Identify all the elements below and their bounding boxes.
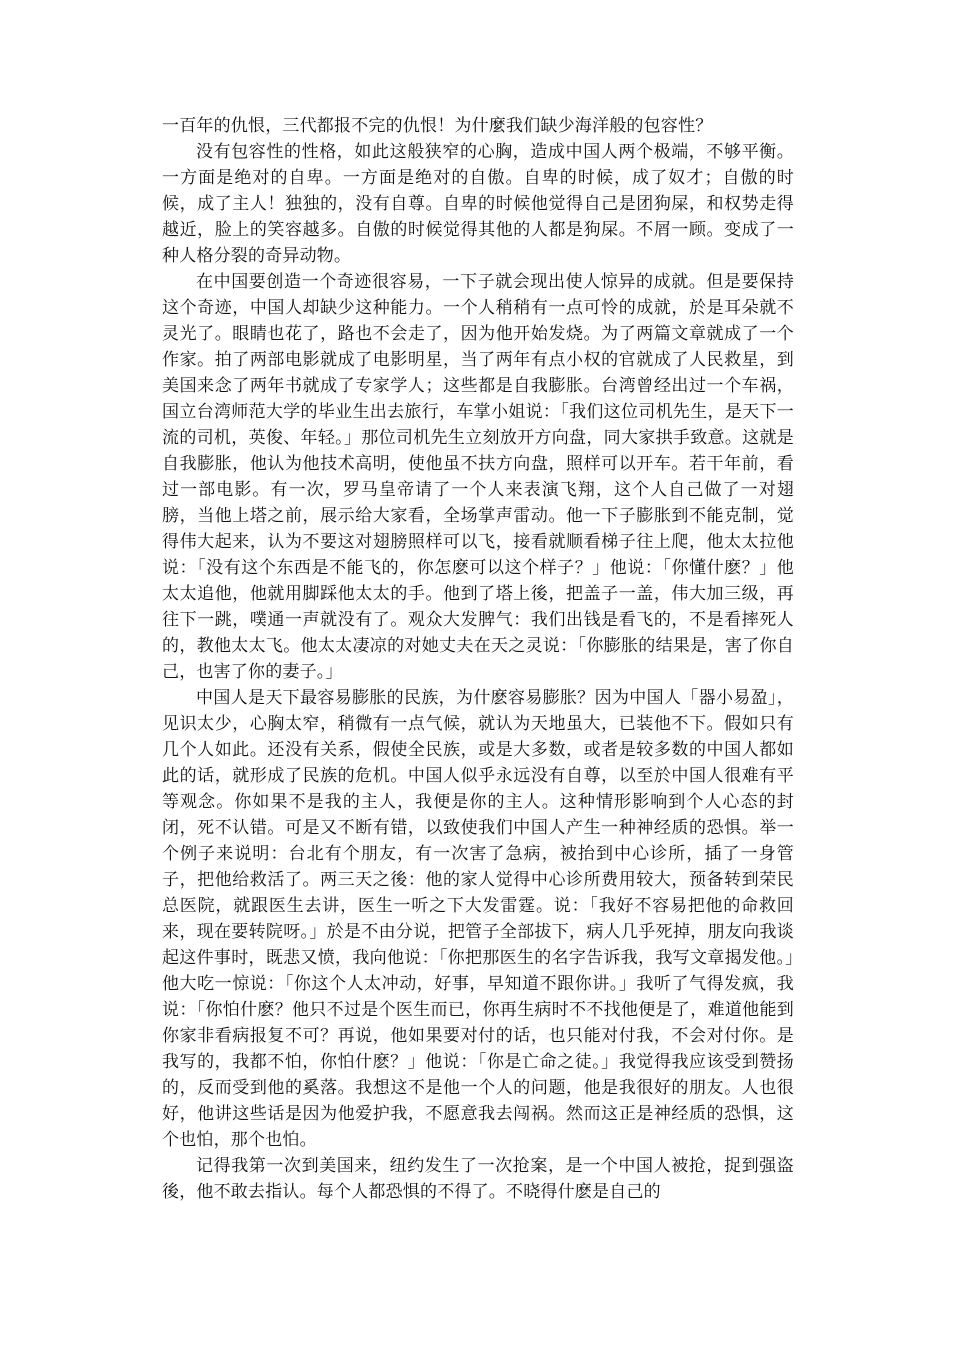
paragraph-4: 中国人是天下最容易膨胀的民族，为什麽容易膨胀？因为中国人「器小易盈」，见识太少，心胸太窄，稍微有一点气候，就认为天地虽大，已装他不下。假如只有几个人如此。还没有关系，假使全民族，或是大多数，或者是较多数的中国人都如此的话，就形成了民族的危机。中国人似乎永远没有自尊，以至於中国人很难有平等观念。你如果不是我的主人，我便是你的主人。这种情形影响到个人心态的封闭，死不认错。可是又不断有错，以致使我们中国人产生一种神经质的恐惧。举一个例子来说明：台北有个朋友，有一次害了急病，被抬到中心诊所，插了一身管子，把他给救活了。两三天之後：他的家人觉得中心诊所费用较大，预备转到荣民总医院，就跟医生去讲，医生一听之下大发雷霆。说：「我好不容易把他的命救回来，现在要转院呀。」於是不由分说，把管子全部拔下，病人几乎死掉，朋友向我谈起这件事时，既悲又愤，我向他说：「你把那医生的名字告诉我，我写文章揭发他。」他大吃一惊说：「你这个人太冲动，好事，早知道不跟你讲。」我听了气得发疯，我说：「你怕什麽？他只不过是个医生而已，你再生病时不不找他便是了，难道他能到你家非看病报复不可？再说，他如果要对付的话，也只能对付我，不会对付你。是我写的，我都不怕，你怕什麽？」他说：「你是亡命之徒。」我觉得我应该受到赞扬的，反而受到他的奚落。我想这不是他一个人的问题，他是我很好的朋友。人也很好，他讲这些话是因为他爱护我，不愿意我去闯祸。然而这正是神经质的恐惧，这个也怕，那个也怕。 <box>162 688 794 1150</box>
paragraph-2: 没有包容性的性格，如此这般狭窄的心胸，造成中国人两个极端，不够平衡。一方面是绝对的自卑。一方面是绝对的自傲。自卑的时候，成了奴才；自傲的时候，成了主人！独独的，没有自尊。自卑的时候他觉得自己是团狗屎，和权势走得越近，脸上的笑容越多。自傲的时候觉得其他的人都是狗屎。不屑一顾。变成了一种人格分裂的奇异动物。 <box>162 142 794 266</box>
paragraph-3: 在中国要创造一个奇迹很容易，一下子就会现出使人惊异的成就。但是要保持这个奇迹，中国人却缺少这种能力。一个人稍稍有一点可怜的成就，於是耳朵就不灵光了。眼睛也花了，路也不会走了，因为他开始发烧。为了两篇文章就成了一个作家。拍了两部电影就成了电影明星，当了两年有点小权的官就成了人民救星，到美国来念了两年书就成了专家学人；这些都是自我膨胀。台湾曾经出过一个车祸，国立台湾师范大学的毕业生出去旅行，车掌小姐说：「我们这位司机先生，是天下一流的司机，英俊、年轻。」那位司机先生立刻放开方向盘，同大家拱手致意。这就是自我膨胀，他认为他技术高明，使他虽不扶方向盘，照样可以开车。若干年前，看过一部电影。有一次，罗马皇帝请了一个人来表演飞翔，这个人自己做了一对翅膀，当他上塔之前，展示给大家看，全场掌声雷动。他一下子膨胀到不能克制，觉得伟大起来，认为不要这对翅膀照样可以飞，接看就顺看梯子往上爬，他太太拉他说：「没有这个东西是不能飞的，你怎麽可以这个样子？」他说：「你懂什麽？」他太太追他，他就用脚踩他太太的手。他到了塔上後，把盖子一盖，伟大加三级，再往下一跳，噗通一声就没有了。观众大发脾气：我们出钱是看飞的，不是看摔死人的，教他太太飞。他太太凄凉的对她丈夫在天之灵说：「你膨胀的结果是，害了你自己，也害了你的妻子。」 <box>162 272 794 682</box>
document-page <box>162 113 794 1205</box>
paragraph-1: 一百年的仇恨，三代都报不完的仇恨！为什麼我们缺少海洋般的包容性？ <box>162 116 713 136</box>
paragraph-5: 记得我第一次到美国来，纽约发生了一次抢案，是一个中国人被抢，捉到强盗後，他不敢去指认。每个人都恐惧的不得了。不晓得什麽是自己的 <box>162 1156 794 1202</box>
